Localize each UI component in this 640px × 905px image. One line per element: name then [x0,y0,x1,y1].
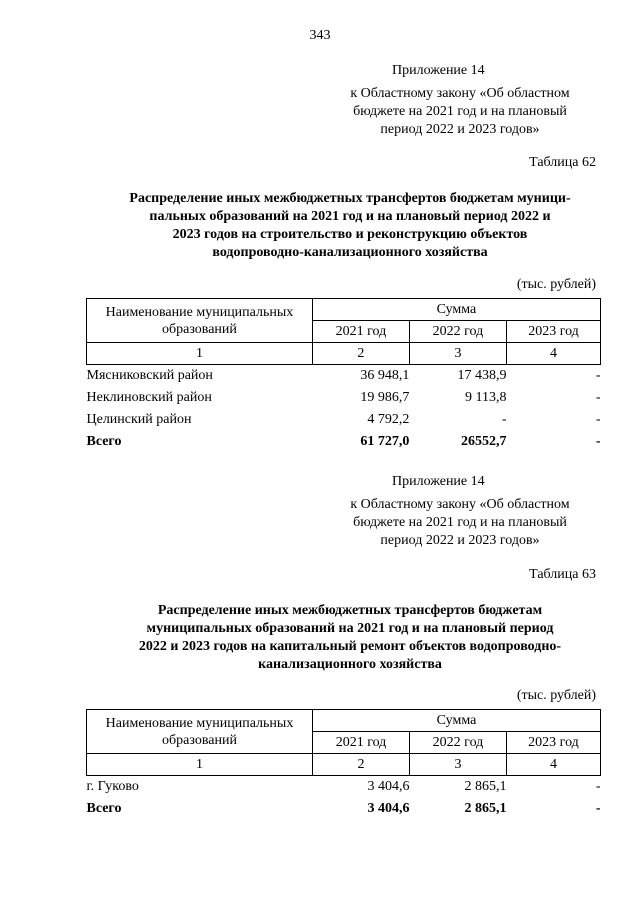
caption-line: 2023 годов на строительство и реконструкцию объектов [172,227,528,242]
caption-line: канализационного хозяйства [258,657,442,672]
appendix-line: бюджете на 2021 год и на плановый [353,515,567,530]
column-number: 4 [506,754,600,776]
value-2023: - [595,412,601,427]
value-2021: 36 948,1 [360,368,410,383]
column-number: 3 [410,754,507,776]
row-name: Мясниковский район [86,368,213,383]
appendix-line: к Областному закону «Об областном [350,497,570,512]
header-line: Наименование муниципальных [105,715,294,731]
table-caption [90,602,610,674]
table-row [87,776,601,799]
value-2022: 2 865,1 [464,779,507,794]
column-header-year: 2021 год [312,321,409,343]
value-2021: 4 792,2 [367,412,410,427]
caption-line: муниципальных образований на 2021 год и на плановый период [146,621,554,636]
row-name: Всего [86,801,122,816]
table-label: Таблица 63 [529,567,596,582]
value-2021: 19 986,7 [360,390,410,405]
column-header-name [87,710,313,754]
unit-label: (тыс. рублей) [516,277,596,292]
caption-line: Распределение иных межбюджетных трансфертов бюджетам [157,603,543,618]
value-2021: 61 727,0 [360,434,410,449]
column-header-year: 2022 год [410,732,507,754]
column-header-year: 2023 год [507,321,601,343]
value-2023: - [595,801,601,816]
appendix-line: бюджете на 2021 год и на плановый [353,104,567,119]
column-header-year: 2021 год [313,732,410,754]
caption-line: 2022 и 2023 годов на капитальный ремонт объектов водопроводно- [138,639,562,654]
appendix-line: период 2022 и 2023 годов» [380,122,540,137]
table-row [87,409,601,431]
table-label: Таблица 62 [529,155,596,170]
table-total-row [87,431,601,453]
row-name: Неклиновский район [86,390,212,405]
appendix-title: Приложение 14 [392,63,485,78]
value-2023: - [595,779,601,794]
column-header-sum: Сумма [313,710,601,732]
table-row [87,365,601,388]
column-number: 4 [507,343,601,365]
page-number: 343 [309,28,331,43]
value-2023: - [595,434,601,449]
value-2022: 2 865,1 [464,801,507,816]
data-table [86,298,601,453]
column-number: 2 [312,343,409,365]
column-header-sum: Сумма [312,299,600,321]
column-header-year: 2023 год [506,732,600,754]
column-header-year: 2022 год [409,321,506,343]
header-line: Наименование муниципальных [105,304,294,320]
value-2023: - [595,368,601,383]
caption-line: пальных образований на 2021 год и на плановый период 2022 и [149,209,551,224]
header-line: образований [162,732,237,748]
value-2021: 3 404,6 [367,801,410,816]
appendix-line: к Областному закону «Об областном [350,86,570,101]
unit-label: (тыс. рублей) [516,688,596,703]
appendix-line: период 2022 и 2023 годов» [380,533,540,548]
appendix-title: Приложение 14 [392,474,485,489]
value-2022: 26552,7 [461,434,507,449]
value-2022: - [501,412,507,427]
table-total-row [87,798,601,820]
value-2023: - [595,390,601,405]
table-caption [90,190,610,262]
row-name: Всего [86,434,122,449]
value-2022: 17 438,9 [457,368,507,383]
value-2021: 3 404,6 [367,779,410,794]
appendix-reference [330,496,590,550]
column-header-name [87,299,313,343]
row-name: г. Гуково [86,779,139,794]
caption-line: Распределение иных межбюджетных трансфертов бюджетам муници- [129,191,571,206]
header-line: образований [162,321,237,337]
column-number: 3 [409,343,506,365]
row-name: Целинский район [86,412,192,427]
value-2022: 9 113,8 [465,390,507,405]
data-table [86,709,601,820]
column-number: 2 [313,754,410,776]
column-number: 1 [87,343,313,365]
column-number: 1 [87,754,313,776]
caption-line: водопроводно-канализационного хозяйства [212,245,488,260]
table-row [87,387,601,409]
appendix-reference [330,85,590,139]
